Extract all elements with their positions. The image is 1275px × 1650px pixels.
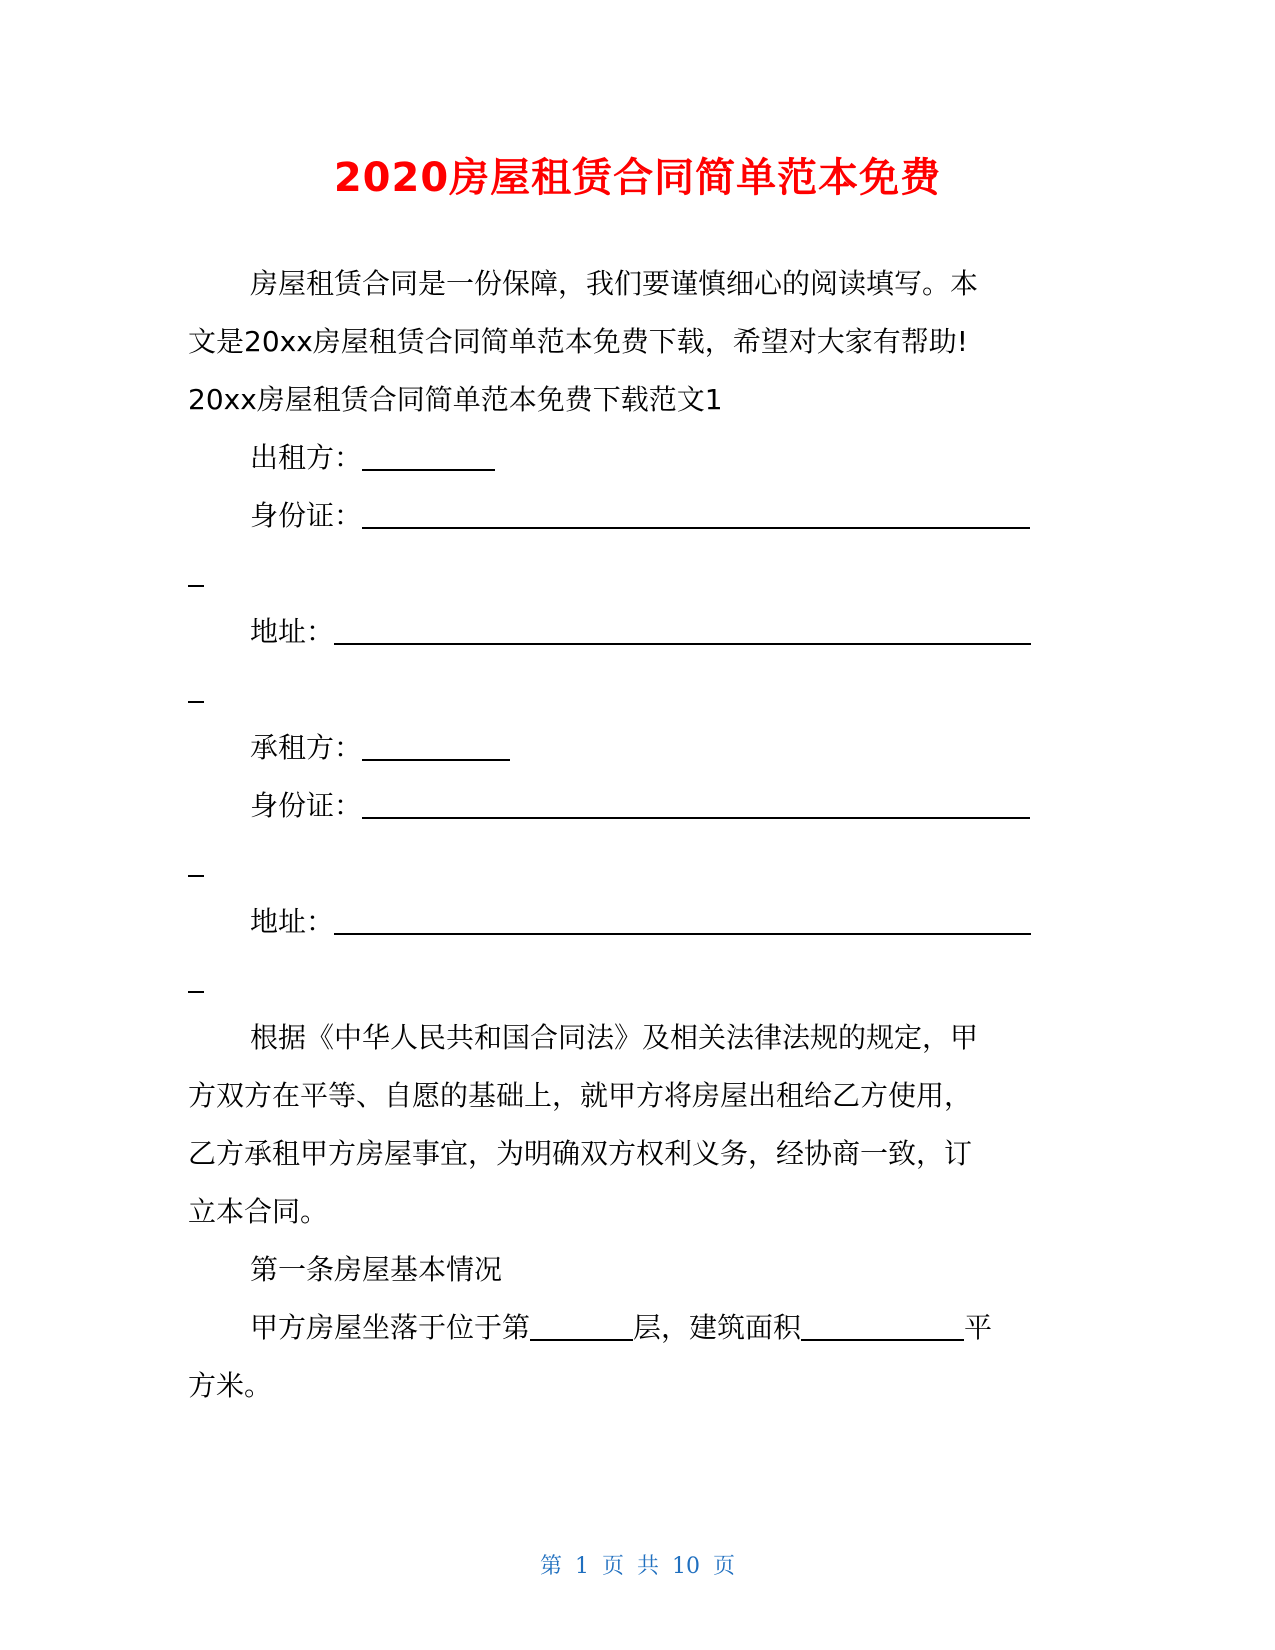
intro-line-2: 文是20xx房屋租赁合同简单范本免费下载，希望对大家有帮助! — [188, 325, 968, 358]
lessee-blank[interactable] — [362, 719, 510, 761]
lessee-id-overflow — [188, 835, 1088, 893]
lessor-address-label: 地址： — [250, 615, 335, 648]
lessor-label: 出租方： — [250, 441, 363, 474]
floor-blank[interactable] — [530, 1299, 633, 1341]
lessor-id-overflow — [188, 545, 1088, 603]
lessor-id-line — [188, 487, 1088, 545]
page-title: 2020房屋租赁合同简单范本免费 — [333, 155, 942, 201]
lessor-id-blank[interactable] — [362, 487, 1030, 529]
lessee-line — [188, 719, 1088, 777]
article-1-line-1 — [188, 1299, 1088, 1357]
lessee-address-blank[interactable] — [334, 893, 1031, 935]
lessor-address-blank[interactable] — [334, 603, 1031, 645]
preamble-line-3: 乙方承租甲方房屋事宜，为明确双方权利义务，经协商一致，订 — [188, 1137, 973, 1170]
lessee-address-label: 地址： — [250, 905, 335, 938]
blank-overflow-mark — [188, 661, 204, 703]
lessee-id-blank[interactable] — [362, 777, 1030, 819]
intro-line-3: 20xx房屋租赁合同简单范本免费下载范文1 — [188, 383, 723, 416]
article-1-text-part3: 平 — [964, 1311, 993, 1344]
blank-overflow-mark — [188, 835, 204, 877]
lessee-address-line — [188, 893, 1088, 951]
lessor-address-overflow — [188, 661, 1088, 719]
lessee-address-overflow — [188, 951, 1088, 1009]
blank-overflow-mark — [188, 545, 204, 587]
lessor-line — [188, 429, 1088, 487]
lessee-id-label: 身份证： — [250, 789, 363, 822]
lessee-id-line — [188, 777, 1088, 835]
preamble-line-4: 立本合同。 — [188, 1195, 329, 1228]
lessor-id-label: 身份证： — [250, 499, 363, 532]
article-1-line-2: 方米。 — [188, 1369, 273, 1402]
preamble-line-2: 方双方在平等、自愿的基础上，就甲方将房屋出租给乙方使用， — [188, 1079, 973, 1112]
lessor-address-line — [188, 603, 1088, 661]
article-1-text-part2: 层，建筑面积 — [633, 1311, 802, 1344]
article-1-text-part1: 甲方房屋坐落于位于第 — [250, 1311, 531, 1344]
document-body — [188, 255, 1088, 1415]
page-footer: 第 1 页 共 10 页 — [540, 1554, 735, 1579]
preamble-line-1: 根据《中华人民共和国合同法》及相关法律法规的规定，甲 — [250, 1021, 979, 1054]
blank-overflow-mark — [188, 951, 204, 993]
article-1-heading: 第一条房屋基本情况 — [250, 1253, 503, 1286]
intro-line-1: 房屋租赁合同是一份保障，我们要谨慎细心的阅读填写。本 — [250, 267, 979, 300]
area-blank[interactable] — [801, 1299, 964, 1341]
lessor-blank[interactable] — [362, 429, 495, 471]
lessee-label: 承租方： — [250, 731, 363, 764]
